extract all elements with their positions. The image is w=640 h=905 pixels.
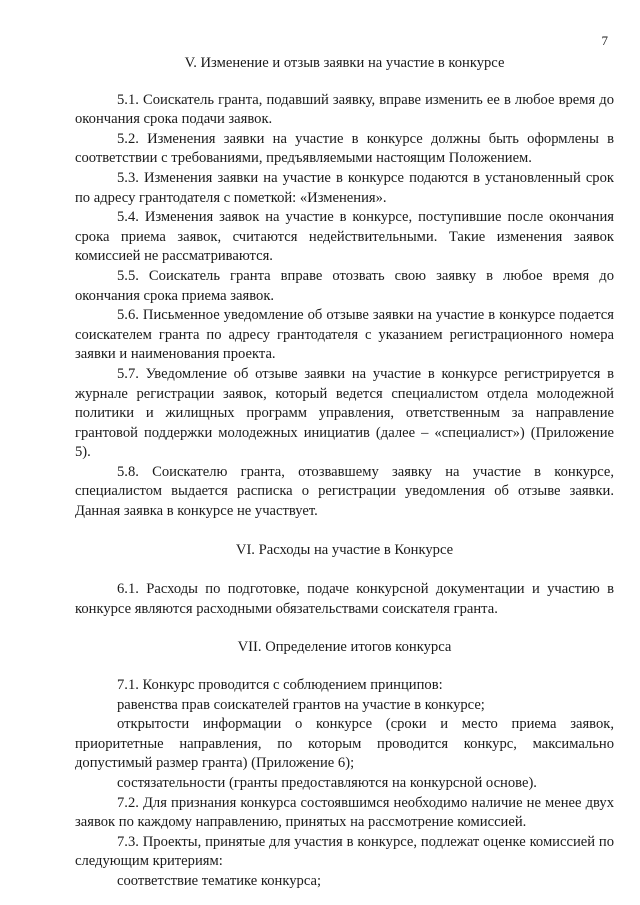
document-body (75, 52, 614, 892)
principle-competitiveness: состязательности (гранты предоставляются на конкурсной основе). (117, 775, 537, 791)
page-number: 7 (601, 33, 608, 48)
section-7 (75, 638, 614, 891)
paragraph-7-2: 7.2. Для признания конкурса состоявшимся необходимо наличие не менее двух заявок по каждому направлению, принятых на рассмотрение комиссией. (75, 794, 614, 831)
principle-openness: открытости информации о конкурсе (сроки и место приема заявок, приоритетные направления, по которым проводится конкурс, максимально допустимый размер гранта) (Приложение 6); (75, 716, 614, 772)
paragraph-5-8: 5.8. Соискателю гранта, отозвавшему заявку на участие в конкурсе, специалистом выдается расписка о регистрации уведомления об отзыве заявки. Данная заявка в конкурсе не участвует. (75, 463, 614, 520)
paragraph-7-1: 7.1. Конкурс проводится с соблюдением принципов: (117, 677, 443, 694)
section-title: V. Изменение и отзыв заявки на участие в конкурсе (184, 55, 505, 71)
section-title: VII. Определение итогов конкурса (237, 639, 452, 656)
section-title: VI. Расходы на участие в Конкурсе (235, 541, 454, 558)
paragraph-5-7: 5.7. Уведомление об отзыве заявки на участие в конкурсе регистрируется в журнале регистрации заявок, который ведется специалистом отдела молодежной политики и жилищных программ управления, ответственным за направление грантовой поддержки молодежных инициатив (далее – «специалист») (Приложение 5). (75, 365, 614, 461)
paragraph-5-6: 5.6. Письменное уведомление об отзыве заявки на участие в конкурсе подается соискателем гранта по адресу грантодателя с указанием регистрационного номера заявки и наименования проекта. (75, 307, 614, 363)
section-5 (75, 54, 614, 522)
section-6 (75, 541, 614, 620)
paragraph-5-1: 5.1. Соискатель гранта, подавший заявку, вправе изменить ее в любое время до окончания срока подачи заявок. (75, 91, 614, 128)
paragraph-5-4: 5.4. Изменения заявок на участие в конкурсе, поступившие после окончания срока приема заявок, считаются недействительными. Такие изменения заявок комиссией не рассматриваются. (75, 209, 614, 265)
paragraph-5-5: 5.5. Соискатель гранта вправе отозвать свою заявку в любое время до окончания срока приема заявок. (75, 267, 614, 304)
principle-equality: равенства прав соискателей грантов на участие в конкурсе; (117, 696, 485, 713)
paragraph-6-1: 6.1. Расходы по подготовке, подаче конкурсной документации и участию в конкурсе являются расходными обязательствами соискателя гранта. (75, 581, 614, 617)
paragraph-7-3: 7.3. Проекты, принятые для участия в конкурсе, подлежат оценке комиссией по следующим критериям: (75, 833, 614, 870)
criterion-topic: соответствие тематике конкурса; (117, 872, 322, 889)
paragraph-5-2: 5.2. Изменения заявки на участие в конкурсе должны быть оформлены в соответствии с требованиями, предъявляемыми настоящим Положением. (75, 130, 614, 167)
paragraph-5-3: 5.3. Изменения заявки на участие в конкурсе подаются в установленный срок по адресу грантодателя с пометкой: «Изменения». (75, 169, 614, 206)
